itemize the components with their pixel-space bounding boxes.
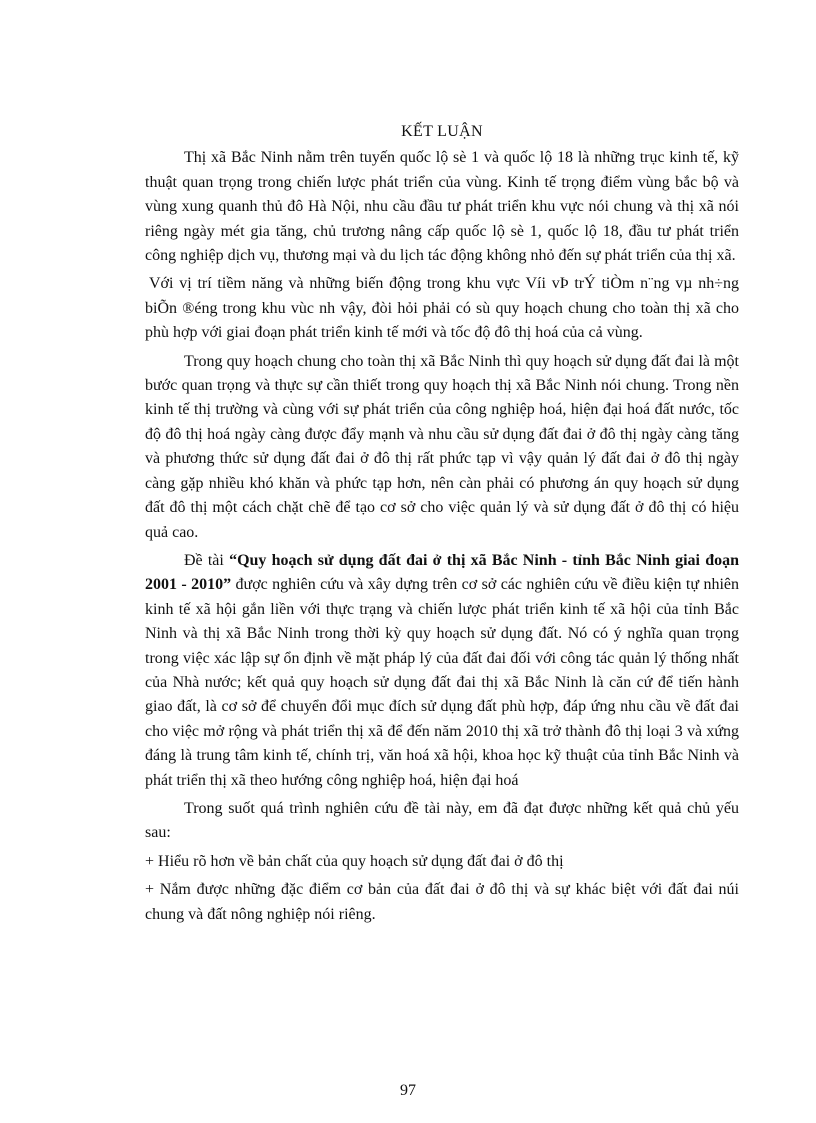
- topic-title: “Quy hoạch sử dụng đất đai ở thị xã Bắc Ninh - tỉnh Bắc Ninh giai đoạn 2001 - 2010”: [145, 551, 740, 594]
- paragraph-location: Thị xã Bắc Ninh nằm trên tuyến quốc lộ sè 1 và quốc lộ 18 là những trục kinh tế, kỹ thuật quan trọng trong chiến lược phát triển của vùng. Kinh tế trọng điểm vùng bắc bộ và vùng xung quanh thủ đô Hà Nội, nhu cầu đầu tư phát triển khu vực nói chung và thị xã nói riêng ngày mét gia tăng, chủ trương nâng cấp quốc lộ sè 1, quốc lộ 18, đầu tư phát triển công nghiệp dịch vụ, thương mại và du lịch tác động không nhỏ đến sự phát triển của thị xã.: [145, 149, 739, 265]
- topic-lead: Đề tài: [184, 551, 230, 569]
- paragraph-topic: [145, 549, 739, 793]
- list-item: + Nắm được những đặc điểm cơ bản của đất đai ở đô thị và sự khác biệt với đất đai núi chung và đất nông nghiệp nói riêng.: [145, 881, 739, 923]
- paragraph-potential: Với vị trí tiềm năng và những biến động trong khu vực Víi vÞ trÝ tiÒm n¨ng vµ nh÷ng biÕn ®éng trong khu vùc nh vậy, đòi hỏi phải có sù quy hoạch chung cho toàn thị xã cho phù hợp với giai đoạn phát triển kinh tế mới và tốc độ đô thị hoá của cả vùng.: [145, 275, 739, 342]
- paragraph-land-planning: Trong quy hoạch chung cho toàn thị xã Bắc Ninh thì quy hoạch sử dụng đất đai là một bước quan trọng và thực sự cần thiết trong quy hoạch thị xã Bắc Ninh nói chung. Trong nền kinh tế thị trường và cùng với sự phát triển của công nghiệp hoá, hiện đại hoá đất nước, tốc độ đô thị hoá ngày càng được đẩy mạnh và nhu cầu sử dụng đất đai ở đô thị ngày càng tăng và phương thức sử dụng đất đai ở đô thị rất phức tạp vì vậy quản lý đất đai ở đô thị ngày càng gặp nhiều khó khăn và phức tạp hơn, nên càn phải có phương án quy hoạch sử dụng đất đô thị một cách chặt chẽ để tạo cơ sở cho việc quản lý và sử dụng đất ở đô thị có hiệu quả cao.: [145, 352, 739, 541]
- list-item: + Hiểu rõ hơn về bản chất của quy hoạch sử dụng đất đai ở đô thị: [145, 852, 564, 870]
- document-body: [145, 120, 739, 931]
- topic-description: được nghiên cứu và xây dựng trên cơ sở các nghiên cứu về điều kiện tự nhiên kinh tế xã hội gắn liền với thực trạng và chiến lược phát triển kinh tế xã hội của tỉnh Bắc Ninh và thị xã Bắc Ninh trong thời kỳ quy hoạch sử dụng đất. Nó có ý nghĩa quan trọng trong việc xác lập sự ổn định về mặt pháp lý của đất đai đối với công tác quản lý thống nhất của Nhà nước; kết quả quy hoạch sử dụng đất đai thị xã Bắc Ninh là căn cứ để tiến hành giao đất, là cơ sở để chuyển đổi mục đích sử dụng đất phù hợp, đáp ứng nhu cầu về đất đai cho việc mở rộng và phát triển thị xã để đến năm 2010 thị xã trở thành đô thị loại 3 và xứng đáng là trung tâm kinh tế, chính trị, văn hoá xã hội, khoa học kỹ thuật của tỉnh Bắc Ninh và phát triển thị xã theo hướng công nghiệp hoá, hiện đại hoá: [145, 576, 740, 789]
- page-title: KẾT LUẬN: [401, 123, 483, 140]
- paragraph-results-intro: Trong suốt quá trình nghiên cứu đề tài này, em đã đạt được những kết quả chủ yếu sau:: [145, 799, 739, 842]
- page-number: 97: [400, 1082, 416, 1099]
